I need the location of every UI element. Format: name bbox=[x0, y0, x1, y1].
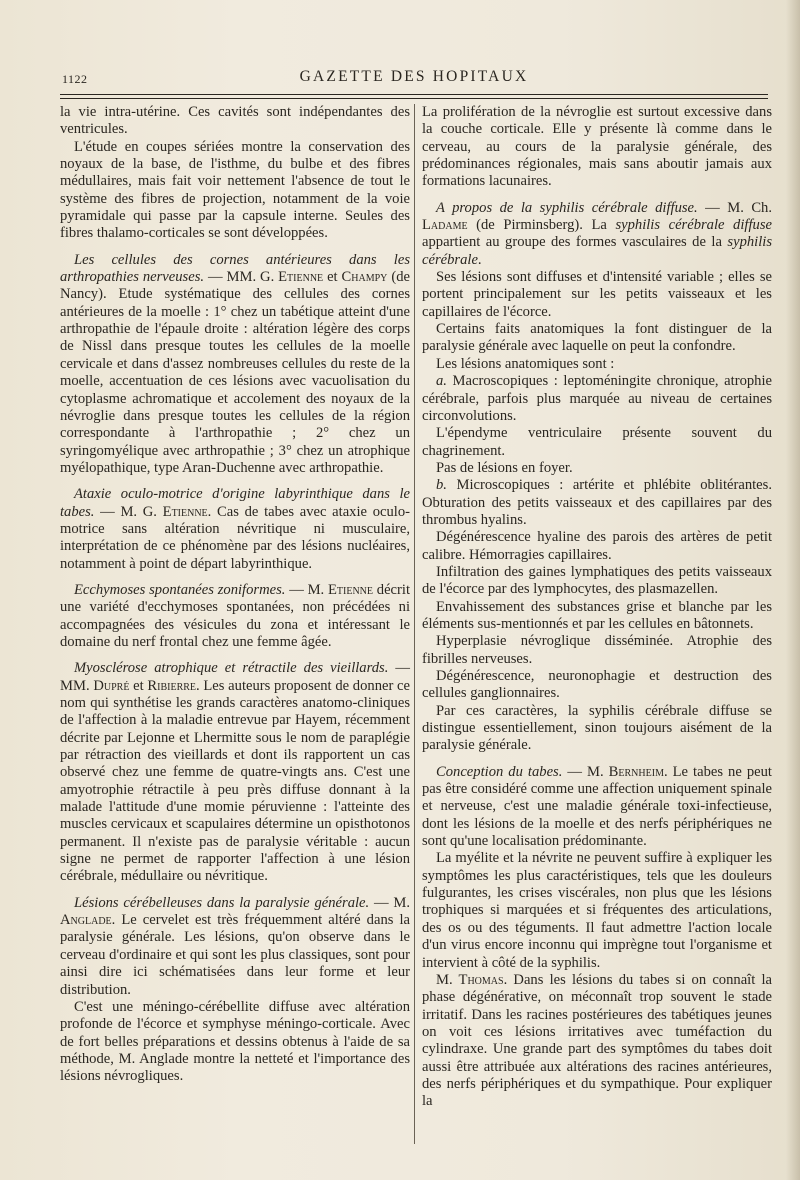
paragraph: Certains faits anatomiques la font distinguer de la paralysie générale avec laquelle on peut la confondre. bbox=[422, 321, 772, 355]
paragraph: Infiltration des gaines lymphatiques des petits vaisseaux de l'écorce par des lymphocytes, des plasmazellen. bbox=[422, 563, 772, 598]
paragraph: Ses lésions sont diffuses et d'intensité variable ; elles se portent principalement sur les petits vaisseaux et les capillaires de l'écorce. bbox=[422, 269, 772, 320]
article-entry: Lésions cérébelleuses dans la paralysie générale. — M. Anglade. Le cervelet est très fréquemment altéré dans la paralysie générale. Les lésions, qu'on observe dans le cerveau d'ordinaire et qui sont les plus classiques, sont pour ainsi dire ici schématisées dans leur forme et leur distribution. bbox=[60, 894, 410, 998]
author-name: Bernheim bbox=[608, 763, 664, 780]
header-rule-thin bbox=[60, 98, 768, 99]
paragraph: Hyperplasie névroglique disséminée. Atrophie des fibrilles nerveuses. bbox=[422, 633, 772, 667]
page-header bbox=[60, 68, 768, 92]
paragraph: L'étude en coupes sériées montre la conservation des noyaux de la base, de l'isthme, du bulbe et des fibres médullaires, mais fait voir nettement l'absence de tout le système des fibres de projection, notamment de la voie pyramidale qui passe par la capsule interne. Seules des fibres thalamo-corticales se sont développées. bbox=[60, 138, 410, 242]
left-column bbox=[60, 104, 410, 1086]
author-name: Etienne bbox=[278, 269, 324, 286]
article-entry: Conception du tabes. — M. Bernheim. Le tabes ne peut pas être considéré comme une affection uniquement spinale et nerveuse, c'est une maladie générale toxi-infectieuse, dont les lésions de la moelle et des nerfs périphériques ne sont qu'une localisation prédominante. bbox=[422, 763, 772, 850]
list-label: a. bbox=[436, 373, 447, 390]
article-title: A propos de la syphilis cérébrale diffuse. bbox=[436, 199, 698, 216]
paragraph: b. Microscopiques : artérite et phlébite oblitérantes. Obturation des petits vaisseaux et des capillaires par des thrombus hyalins. bbox=[422, 477, 772, 528]
author-name: Dupré bbox=[93, 677, 130, 694]
paragraph: Dégénérescence, neuronophagie et destruction des cellules ganglionnaires. bbox=[422, 668, 772, 702]
author-name: Etienne bbox=[162, 503, 208, 520]
author-name: Ladame bbox=[422, 217, 468, 234]
paragraph: a. Macroscopiques : leptoméningite chronique, atrophie cérébrale, parfois plus marquée au niveau de certaines circonvolutions. bbox=[422, 373, 772, 424]
article-title: Lésions cérébelleuses dans la paralysie générale. bbox=[74, 894, 370, 911]
paragraph: L'épendyme ventriculaire présente souvent du chagrinement. bbox=[422, 425, 772, 459]
article-title: Ataxie oculo-motrice d'origine labyrinthique dans le tabes. bbox=[60, 486, 410, 520]
article-entry: Ataxie oculo-motrice d'origine labyrinthique dans le tabes. — M. G. Etienne. Cas de tabes avec ataxie oculo-motrice sans altération névritique ni musculaire, interprétation de ce phénomène par des lésions nucléaires, notamment à point de départ labyrinthique. bbox=[60, 486, 410, 572]
article-title: Les cellules des cornes antérieures dans les arthropathies nerveuses. bbox=[60, 251, 410, 286]
article-title: Conception du tabes. bbox=[436, 763, 563, 780]
paragraph: La prolifération de la névroglie est surtout excessive dans la couche corticale. Elle y présente là comme dans le cerveau, au cours de la paralysie générale, des prédominances régionales, mais sans aboutir jamais aux formations lacunaires. bbox=[422, 104, 772, 190]
right-column bbox=[422, 104, 772, 1111]
paragraph: Par ces caractères, la syphilis cérébrale diffuse se distingue essentiellement, sinon toujours aisément de la paralysie générale. bbox=[422, 702, 772, 754]
page-number: 1122 bbox=[62, 72, 88, 86]
journal-title: GAZETTE DES HOPITAUX bbox=[299, 68, 529, 85]
article-title: Myosclérose atrophique et rétractile des vieillards. bbox=[74, 660, 389, 677]
paragraph: Dégénérescence hyaline des parois des artères de petit calibre. Hémorragies capillaires. bbox=[422, 529, 772, 563]
column-divider bbox=[414, 104, 415, 1144]
paragraph: Pas de lésions en foyer. bbox=[436, 459, 573, 476]
author-name: Champy bbox=[341, 269, 388, 286]
list-label: b. bbox=[436, 477, 447, 494]
paragraph: Les lésions anatomiques sont : bbox=[436, 355, 615, 372]
article-entry: Les cellules des cornes antérieures dans les arthropathies nerveuses. — MM. G. Etienne et Champy (de Nancy). Etude systématique des cellules des cornes antérieures de la moelle : 1° chez un tabétique atteint d'une arthropathie de l'épaule droite : altération légère des corps de Nissl dans presque toutes les cellules de la moelle cervicale et dans d'assez nombreuses cellules du reste de la moelle, accentuation de ces lésions avec vacuolisation du cytoplasme achromatique et accolement des noyaux de la névroglie dans presque toutes les cellules de la région correspondante à l'arthropathie ; 2° chez un syringomyélique avec arthropathie ; 3° chez un atrophique myélopathique, type Aran-Duchenne avec arthropathie. bbox=[60, 251, 410, 476]
paragraph: La myélite et la névrite ne peuvent suffire à expliquer les symptômes les plus caractéristiques, tels que les douleurs fulgurantes, les crises viscérales, non plus que les lésions trophiques si marquées et si fréquentes des articulations, des os ou des téguments. Il faut admettre l'action locale d'un virus encore inconnu qui imprègne tout l'organisme et intervient à côté de la syphilis. bbox=[422, 850, 772, 971]
paragraph: Envahissement des substances grise et blanche par les éléments sus-mentionnés et par les cellules en bâtonnets. bbox=[422, 598, 772, 632]
article-entry: Myosclérose atrophique et rétractile des vieillards. — MM. Dupré et Ribierre. Les auteurs proposent de donner ce nom qui synthétise les grands caractères anatomo-cliniques de l'affection à la maladie entrevue par Hayem, récemment décrite par Lejonne et Lhermitte sous le nom de paraplégie par rétraction des vieillards et dont ils rapportent un cas observé chez une femme de quatre-vingts ans. C'est une amyotrophie rétractile à peu près diffuse donnant à la malade l'attitude d'une momie péruvienne : l'atteinte des muscles cervicaux et scapulaires détermine un opisthotonos permanent. Il n'existe pas de paralysie véritable : aucun signe ne permet de rapporter l'affection à une lésion cérébrale, médullaire ou névritique. bbox=[60, 660, 410, 885]
header-rule-thick bbox=[60, 94, 768, 95]
article-entry: Ecchymoses spontanées zoniformes. — M. Etienne décrit une variété d'ecchymoses spontanées, non précédées ni accompagnées des vésicules du zona et intéressant le domaine du nerf frontal chez une femme âgée. bbox=[60, 581, 410, 650]
author-name: Anglade bbox=[60, 912, 112, 929]
paragraph: la vie intra-utérine. Ces cavités sont indépendantes des ventricules. bbox=[60, 104, 410, 138]
author-name: Etienne bbox=[327, 581, 373, 598]
paragraph: M. Thomas. Dans les lésions du tabes si on connaît la phase dégénérative, on méconnaît trop souvent le stade irritatif. Dans les racines postérieures des tabétiques jeunes on voit ces lésions irritatives avec tuméfaction du cylindraxe. Une grande part des symptômes du tabes doit aussi être attribuée aux altérations des racines antérieures, des nerfs périphériques et du sympathique. Pour expliquer la bbox=[422, 971, 772, 1110]
paragraph: C'est une méningo-cérébellite diffuse avec altération profonde de l'écorce et symphyse méningo-corticale. Avec de fort belles préparations et dessins obtenus à l'aide de sa méthode, M. Anglade montre la netteté et l'importance des lésions névrogliques. bbox=[60, 998, 410, 1085]
article-entry: A propos de la syphilis cérébrale diffuse. — M. Ch. Ladame (de Pirminsberg). La syphilis cérébrale diffuse appartient au groupe des formes vasculaires de la syphilis cérébrale. bbox=[422, 199, 772, 268]
author-name: M. Thomas bbox=[436, 971, 504, 988]
scan-edge-shadow bbox=[786, 0, 800, 1180]
article-title: Ecchymoses spontanées zoniformes. bbox=[74, 581, 286, 598]
author-name: Ribierre bbox=[147, 677, 197, 694]
